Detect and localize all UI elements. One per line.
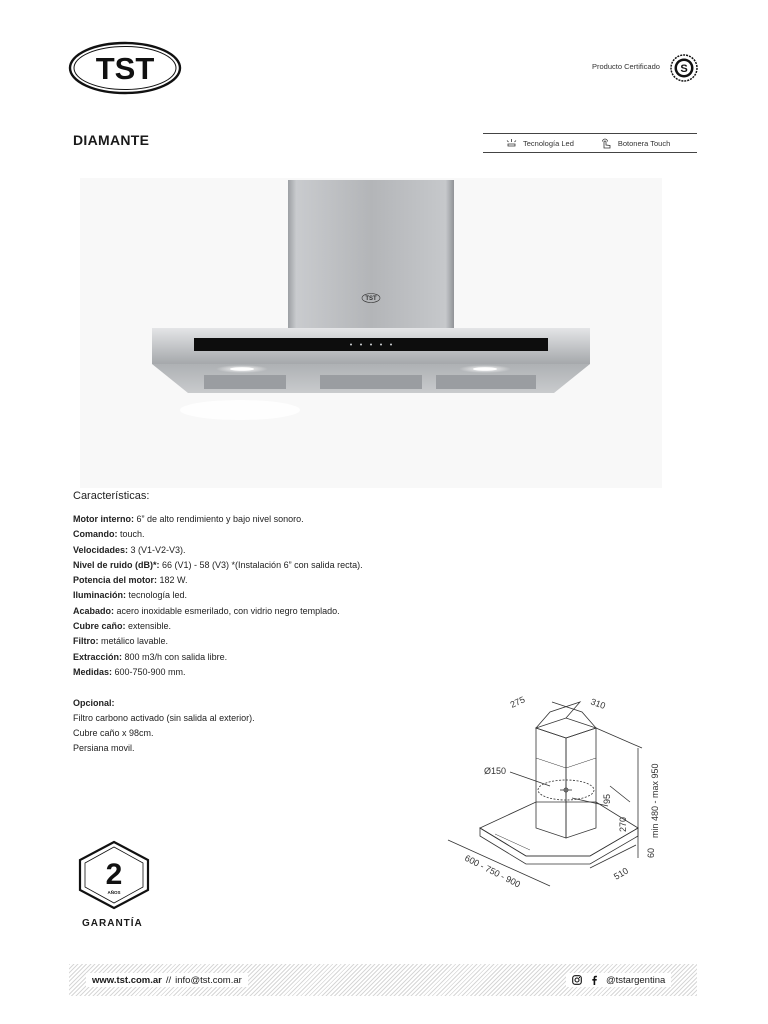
footer-contact xyxy=(86,973,248,987)
dim-width: 600 - 750 - 900 xyxy=(463,852,523,890)
dim-60: 60 xyxy=(646,847,656,858)
optional-line: Filtro carbono activado (sin salida al exterior). xyxy=(73,713,255,723)
dim-275: 275 xyxy=(508,694,527,710)
product-title: DIAMANTE xyxy=(73,132,150,148)
logo-text: TST xyxy=(95,51,155,86)
specs-list xyxy=(73,512,363,680)
facebook-icon[interactable] xyxy=(589,975,599,985)
touch-icon xyxy=(600,138,613,149)
spec-finish: Acabado: acero inoxidable esmerilado, con vidrio negro templado. xyxy=(73,605,340,616)
svg-text:S: S xyxy=(680,63,688,75)
feature-touch xyxy=(600,138,670,149)
spec-motor: Motor interno: 6” de alto rendimiento y bajo nivel sonoro. xyxy=(73,514,304,524)
spec-filter: Filtro: metálico lavable. xyxy=(73,636,169,647)
hood-badge: TST xyxy=(365,296,377,302)
social-handle[interactable]: @tstargentina xyxy=(606,974,666,986)
website-link[interactable]: www.tst.com.ar xyxy=(92,974,162,986)
feature-led xyxy=(505,138,574,149)
spec-noise: Nivel de ruido (dB)*: 66 (V1) - 58 (V3) *(Instalación 6” con salida recta). xyxy=(73,559,363,570)
feature-led-label: Tecnología Led xyxy=(523,138,574,148)
spec-command: Comando: touch. xyxy=(73,529,145,540)
led-icon xyxy=(505,138,518,149)
feature-touch-label: Botonera Touch xyxy=(617,138,671,148)
feature-bar xyxy=(483,133,697,153)
spec-extraction: Extracción: 800 m3/h con salida libre. xyxy=(73,651,228,662)
dim-height: min 480 - max 950 xyxy=(650,763,660,838)
chimney xyxy=(288,180,454,328)
warranty-label: GARANTÍA xyxy=(82,918,143,929)
dim-510: 510 xyxy=(612,865,631,882)
spec-measures: Medidas: 600-750-900 mm. xyxy=(73,666,186,677)
dim-95: 95 xyxy=(602,793,612,804)
warranty-unit: AÑOS xyxy=(107,890,121,895)
separator: // xyxy=(165,974,172,986)
dim-310: 310 xyxy=(589,696,607,712)
range-hood-image xyxy=(80,178,662,488)
optional-section xyxy=(73,696,255,756)
spec-lighting: Iluminación: tecnología led. xyxy=(73,590,188,601)
warranty-years: 2 xyxy=(105,858,123,891)
warranty-badge-icon xyxy=(76,840,152,910)
certified-label: Producto Certificado xyxy=(592,62,660,71)
specs-heading: Características: xyxy=(73,490,150,502)
spec-duct-cover: Cubre caño: extensible. xyxy=(73,621,172,632)
tst-logo xyxy=(68,41,182,95)
dimension-drawing xyxy=(440,690,665,890)
spec-speeds: Velocidades: 3 (V1-V2-V3). xyxy=(73,544,186,555)
spec-power: Potencia del motor: 182 W. xyxy=(73,575,188,586)
dim-270: 270 xyxy=(618,816,628,832)
optional-line: Persiana movil. xyxy=(73,743,135,753)
optional-line: Cubre caño x 98cm. xyxy=(73,728,154,738)
certification-seal-icon xyxy=(670,54,698,82)
dim-150: Ø150 xyxy=(484,766,507,776)
instagram-icon[interactable] xyxy=(572,975,582,985)
optional-heading: Opcional: xyxy=(73,698,115,708)
footer-social xyxy=(566,973,671,987)
email-link[interactable]: info@tst.com.ar xyxy=(175,974,242,986)
